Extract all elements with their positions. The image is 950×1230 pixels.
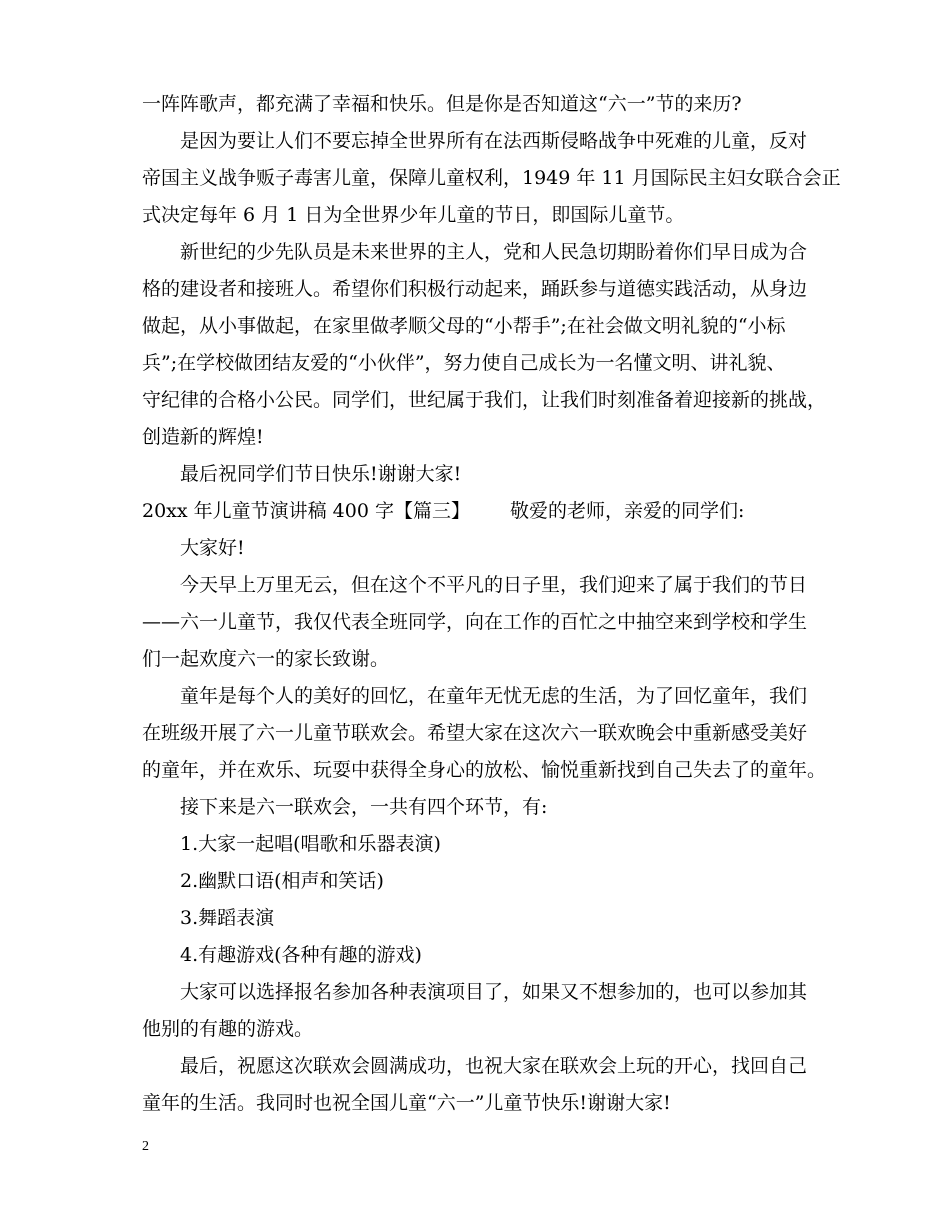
list-item: 1.大家一起唱(唱歌和乐器表演) bbox=[180, 833, 441, 855]
paragraph-start: 是因为要让人们不要忘掉全世界所有在法西斯侵略战争中死难的儿童，反对 bbox=[180, 130, 808, 152]
text-line: 帝国主义战争贩子毒害儿童，保障儿童权利，1949 年 11 月国际民主妇女联合会正 bbox=[142, 167, 841, 189]
document-body bbox=[142, 86, 841, 1122]
text-line: 童年的生活。我同时也祝全国儿童“六一”儿童节快乐!谢谢大家! bbox=[142, 1092, 671, 1114]
text-line: 创造新的辉煌! bbox=[142, 426, 264, 448]
paragraph-start: 最后祝同学们节日快乐!谢谢大家! bbox=[180, 463, 462, 485]
list-item: 4.有趣游戏(各种有趣的游戏) bbox=[180, 944, 422, 966]
text-line: 们一起欢度六一的家长致谢。 bbox=[142, 648, 390, 670]
text-line: 守纪律的合格小公民。同学们，世纪属于我们，让我们时刻准备着迎接新的挑战， bbox=[142, 389, 827, 411]
section-heading: 20xx 年儿童节演讲稿 400 字【篇三】 bbox=[142, 500, 470, 522]
text-line: 式决定每年 6 月 1 日为全世界少年儿童的节日，即国际儿童节。 bbox=[142, 204, 685, 226]
list-item: 3.舞蹈表演 bbox=[180, 907, 275, 929]
text-line: 的童年，并在欢乐、玩耍中获得全身心的放松、愉悦重新找到自己失去了的童年。 bbox=[142, 759, 827, 781]
text-line: 格的建设者和接班人。希望你们积极行动起来，踊跃参与道德实践活动，从身边 bbox=[142, 278, 808, 300]
text-line: 兵”;在学校做团结友爱的“小伙伴”，努力使自己成长为一名懂文明、讲礼貌、 bbox=[142, 352, 786, 374]
paragraph-start: 接下来是六一联欢会，一共有四个环节，有: bbox=[180, 796, 548, 818]
salutation: 敬爱的老师，亲爱的同学们: bbox=[510, 500, 745, 522]
paragraph-start: 今天早上万里无云，但在这个不平凡的日子里，我们迎来了属于我们的节日 bbox=[180, 574, 808, 596]
text-line: ——六一儿童节，我仅代表全班同学，向在工作的百忙之中抽空来到学校和学生 bbox=[142, 611, 808, 633]
paragraph-start: 童年是每个人的美好的回忆，在童年无忧无虑的生活，为了回忆童年，我们 bbox=[180, 685, 808, 707]
list-item: 2.幽默口语(相声和笑话) bbox=[180, 870, 384, 892]
paragraph-start: 最后，祝愿这次联欢会圆满成功，也祝大家在联欢会上玩的开心，找回自己 bbox=[180, 1055, 808, 1077]
page-number: 2 bbox=[142, 1139, 149, 1154]
text-line: 做起，从小事做起，在家里做孝顺父母的“小帮手”;在社会做文明礼貌的“小标 bbox=[142, 315, 786, 337]
text-line: 一阵阵歌声，都充满了幸福和快乐。但是你是否知道这“六一”节的来历? bbox=[142, 93, 742, 115]
text-line: 他别的有趣的游戏。 bbox=[142, 1018, 314, 1040]
text-line: 在班级开展了六一儿童节联欢会。希望大家在这次六一联欢晚会中重新感受美好 bbox=[142, 722, 808, 744]
greeting: 大家好! bbox=[180, 537, 245, 559]
section-heading-line bbox=[142, 493, 832, 530]
paragraph-start: 新世纪的少先队员是未来世界的主人，党和人民急切期盼着你们早日成为合 bbox=[180, 241, 808, 263]
paragraph-start: 大家可以选择报名参加各种表演项目了，如果又不想参加的，也可以参加其 bbox=[180, 981, 808, 1003]
